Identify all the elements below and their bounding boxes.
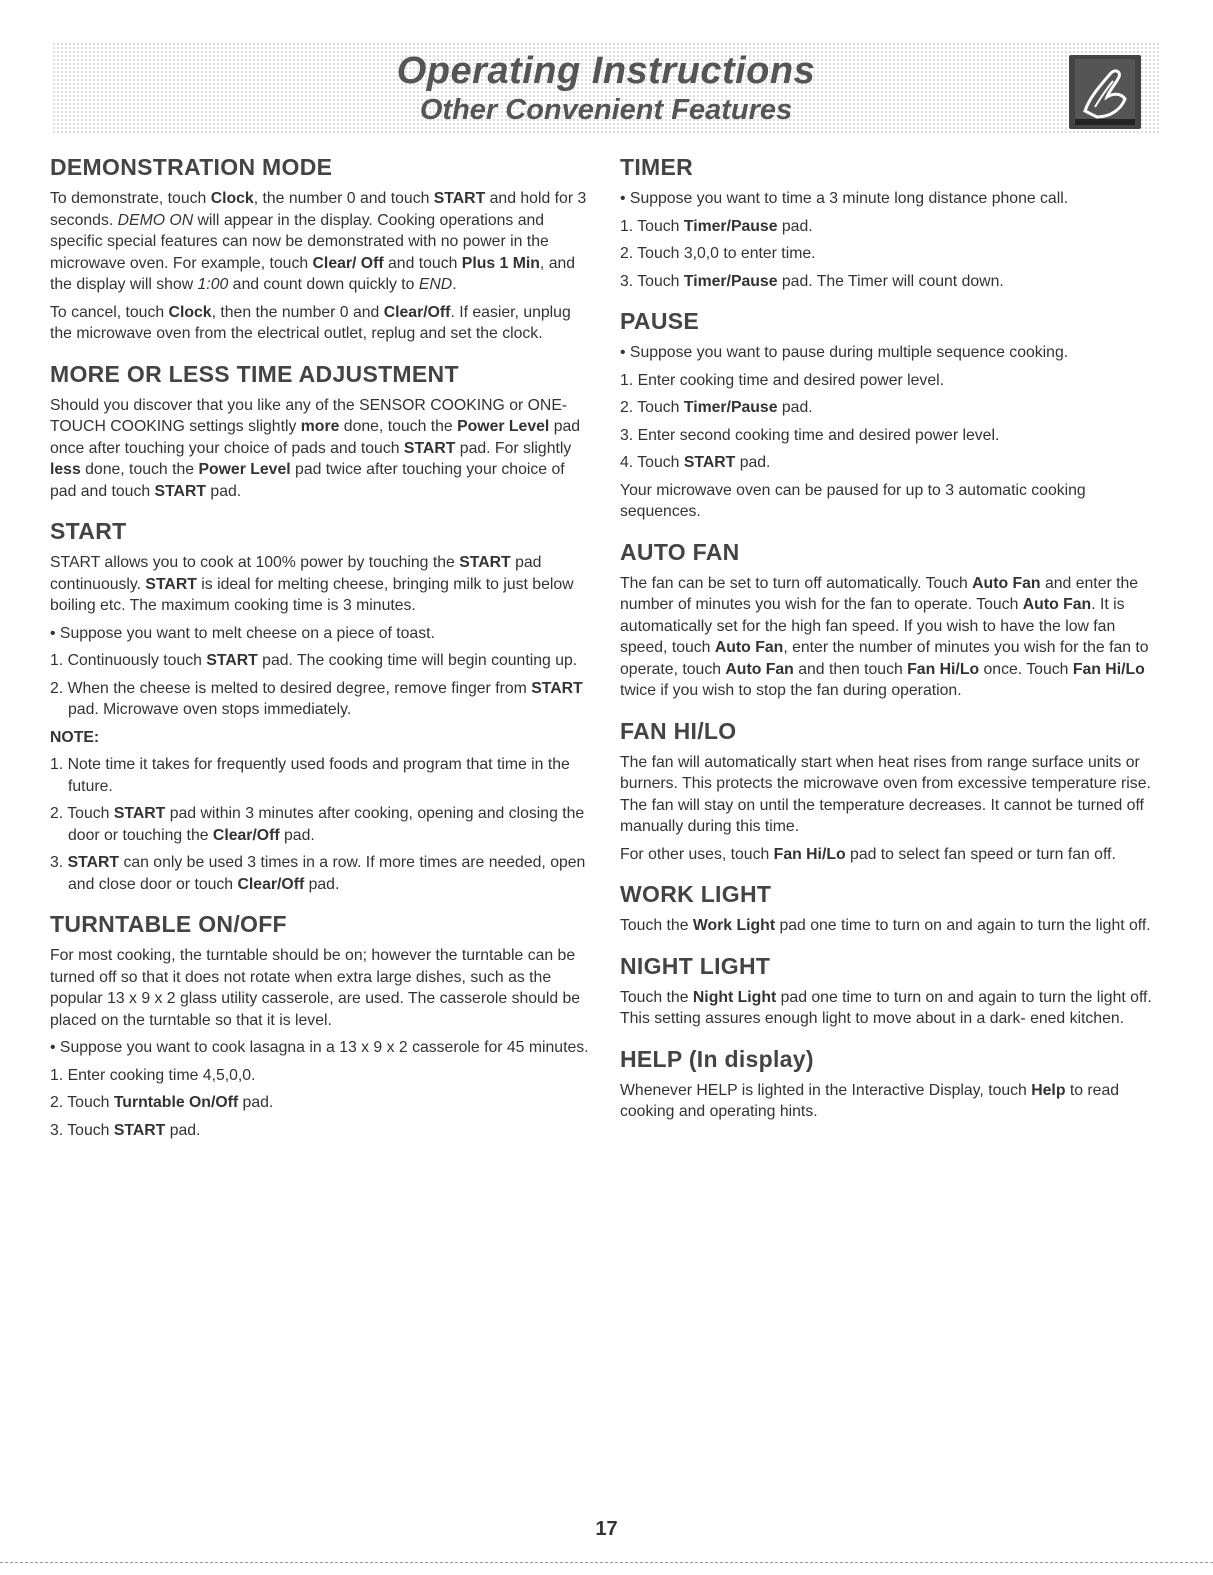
note-item: 2. Touch START pad within 3 minutes after cooking, opening and closing the door or touching the Clear/Off pad. xyxy=(50,805,585,844)
emphasis-term: Work Light xyxy=(692,917,776,934)
step-item: 3. Touch START pad. xyxy=(50,1121,201,1139)
header-banner xyxy=(52,42,1160,134)
emphasis-term: Auto Fan xyxy=(972,574,1041,592)
section-heading: WORK LIGHT xyxy=(620,881,772,907)
step-item: 2. Touch 3,0,0 to enter time. xyxy=(620,245,816,262)
emphasis-term: START xyxy=(433,190,486,207)
step-item: 3. Touch Timer/Pause pad. The Timer will count down. xyxy=(620,272,1004,290)
emphasis-term: 1:00 xyxy=(197,276,229,293)
emphasis-term: Auto Fan xyxy=(714,639,784,656)
bullet-item: • Suppose you want to cook lasagna in a 13 x 9 x 2 casserole for 45 minutes. xyxy=(50,1039,589,1056)
section-heading: DEMONSTRATION MODE xyxy=(50,154,333,180)
emphasis-term: Auto Fan xyxy=(1022,596,1092,613)
emphasis-term: END xyxy=(418,276,453,293)
emphasis-term: START xyxy=(531,679,583,697)
emphasis-term: Fan Hi/Lo xyxy=(773,845,846,863)
right-column xyxy=(620,152,1165,1123)
section-heading: HELP (In display) xyxy=(620,1045,814,1072)
emphasis-term: DEMO ON xyxy=(117,211,194,229)
step-item: 4. Touch START pad. xyxy=(620,454,771,471)
emphasis-term: START xyxy=(154,482,207,500)
paragraph: Whenever HELP is lighted in the Interactive Display, touch Help to read cooking and operating hints. xyxy=(620,1081,1120,1120)
emphasis-term: START xyxy=(145,575,197,593)
emphasis-term: START xyxy=(67,854,120,871)
bullet-item: • Suppose you want to melt cheese on a piece of toast. xyxy=(50,624,435,642)
paragraph: The fan will automatically start when heat rises from range surface units or burners. This protects the microwave oven from excessive temperature rise. The fan will stay on until the temperature decreases. It cannot be turned off manually during this time. xyxy=(620,753,1151,835)
emphasis-term: Clear/Off xyxy=(237,875,305,893)
emphasis-term: Clock xyxy=(168,303,212,321)
section-heading: TIMER xyxy=(620,154,694,180)
section-heading: TURNTABLE ON/OFF xyxy=(50,911,287,937)
paragraph: To demonstrate, touch Clock, the number 0 and touch START and hold for 3 seconds. DEMO ON will appear in the display. Cooking operations and specific special features can now be demonstrated with no power in the microwave oven. For example, touch Clear/ Off and touch Plus 1 Min, and the display will show 1:00 and count down quickly to END. xyxy=(50,190,587,293)
step-item: 3. Enter second cooking time and desired power level. xyxy=(620,426,1000,444)
paragraph: Should you discover that you like any of the SENSOR COOKING or ONE-TOUCH COOKING settings slightly more done, touch the Power Level pad once after touching your choice of pads and touch START pad. For slightly less done, touch the Power Level pad twice after touching your choice of pad and touch START pad. xyxy=(50,396,581,500)
section-heading: START xyxy=(50,518,127,544)
section-heading: FAN HI/LO xyxy=(620,717,737,744)
emphasis-term: Power Level xyxy=(457,418,550,435)
hand-icon xyxy=(1069,55,1141,129)
emphasis-term: Clock xyxy=(210,190,254,207)
emphasis-term: Night Light xyxy=(692,988,777,1006)
emphasis-term: START xyxy=(113,805,166,822)
page-subtitle: Other Convenient Features xyxy=(419,94,793,126)
note-item: 1. Note time it takes for frequently used foods and program that time in the future. xyxy=(50,756,570,795)
emphasis-term: Clear/Off xyxy=(383,303,451,321)
emphasis-term: Turntable On/Off xyxy=(113,1094,239,1111)
paragraph: To cancel, touch Clock, then the number 0 and Clear/Off. If easier, unplug the microwave oven from the electrical outlet, replug and set the clock. xyxy=(50,303,571,342)
emphasis-term: Plus 1 Min xyxy=(461,254,540,272)
page-number: 17 xyxy=(595,1518,618,1540)
step-item: 2. When the cheese is melted to desired degree, remove finger from START pad. Microwave oven stops immediately. xyxy=(50,679,583,718)
paragraph: For other uses, touch Fan Hi/Lo pad to select fan speed or turn fan off. xyxy=(620,845,1116,863)
note-item: 3. START can only be used 3 times in a row. If more times are needed, open and close door or touch Clear/Off pad. xyxy=(50,854,586,893)
emphasis-term: START xyxy=(459,554,511,571)
emphasis-term: Auto Fan xyxy=(725,660,794,678)
section-heading: MORE OR LESS TIME ADJUSTMENT xyxy=(50,360,459,387)
emphasis-term: Timer/Pause xyxy=(683,272,778,290)
step-item: 1. Touch Timer/Pause pad. xyxy=(620,217,813,235)
paragraph: For most cooking, the turntable should be on; however the turntable can be turned off so that it does not rotate when extra large dishes, such as the popular 13 x 9 x 2 glass utility casserole, are used. The casserole should be placed on the turntable so that it is level. xyxy=(50,947,581,1029)
step-item: 1. Enter cooking time and desired power level. xyxy=(620,371,945,389)
paragraph: Touch the Night Light pad one time to turn on and again to turn the light off. This setting assures enough light to move about in a dark- ened kitchen. xyxy=(620,988,1152,1027)
paragraph: Touch the Work Light pad one time to turn on and again to turn the light off. xyxy=(620,917,1151,934)
paragraph: Your microwave oven can be paused for up to 3 automatic cooking sequences. xyxy=(620,481,1086,520)
bullet-item: • Suppose you want to pause during multiple sequence cooking. xyxy=(620,344,1069,361)
emphasis-term: Help xyxy=(1031,1081,1066,1099)
emphasis-term: START xyxy=(206,652,258,669)
emphasis-term: Timer/Pause xyxy=(683,399,778,416)
emphasis-term: START xyxy=(403,439,456,457)
paragraph: START allows you to cook at 100% power by touching the START pad continuously. START is ideal for melting cheese, bringing milk to just below boiling etc. The maximum cooking time is 3 minutes. xyxy=(50,554,574,614)
emphasis-term: Clear/Off xyxy=(212,826,280,844)
emphasis-term: Power Level xyxy=(198,461,291,478)
emphasis-term: less xyxy=(50,461,81,478)
emphasis-term: Timer/Pause xyxy=(683,217,778,235)
step-item: 1. Continuously touch START pad. The cooking time will begin counting up. xyxy=(50,652,578,669)
paragraph: The fan can be set to turn off automatically. Touch Auto Fan and enter the number of minutes you wish for the fan to operate. Touch Auto Fan. It is automatically set for the high fan speed. If you wish to have the low fan speed, touch Auto Fan, enter the number of minutes you wish for the fan to operate, touch Auto Fan and then touch Fan Hi/Lo once. Touch Fan Hi/Lo twice if you wish to stop the fan during operation. xyxy=(620,574,1149,699)
footer-divider xyxy=(0,1562,1213,1563)
step-item: 2. Touch Turntable On/Off pad. xyxy=(50,1094,274,1111)
step-item: 2. Touch Timer/Pause pad. xyxy=(620,399,813,416)
page-title: Operating Instructions xyxy=(396,50,816,92)
section-heading: PAUSE xyxy=(620,308,700,334)
emphasis-term: more xyxy=(300,418,340,435)
section-heading: AUTO FAN xyxy=(620,538,740,565)
bullet-item: • Suppose you want to time a 3 minute long distance phone call. xyxy=(620,190,1069,207)
step-item: 1. Enter cooking time 4,5,0,0. xyxy=(50,1066,256,1084)
emphasis-term: Fan Hi/Lo xyxy=(907,660,980,678)
left-column xyxy=(50,152,590,1141)
emphasis-term: START xyxy=(683,454,736,471)
emphasis-term: START xyxy=(113,1121,166,1139)
section-heading: NIGHT LIGHT xyxy=(620,952,771,979)
note-label: NOTE: xyxy=(50,728,100,746)
emphasis-term: Fan Hi/Lo xyxy=(1072,660,1145,678)
emphasis-term: Clear/ Off xyxy=(312,254,384,272)
